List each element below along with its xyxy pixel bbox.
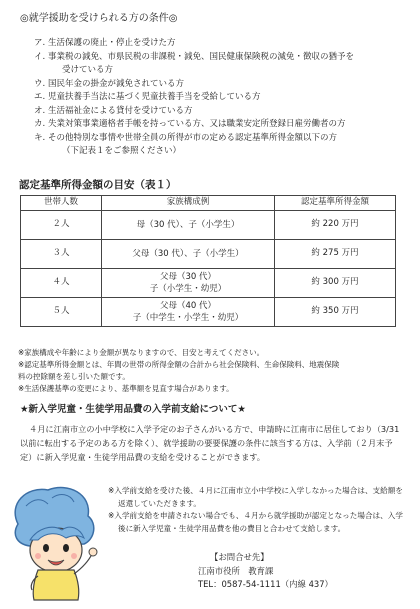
cell-income-amount: 約 275 万円 [275,240,396,269]
condition-key: キ. [34,132,46,143]
condition-text: 事業税の減免、市県民税の非課税・減免、国民健康保険税の減免・徴収の猶予を [48,51,355,62]
pre-enrollment-paragraph: ４月に江南市立の小中学校に入学予定のお子さんがいる方で、申請時に江南市に居住しており（3/31 以前に転出する予定のある方を除く）、就学援助の要要保護の条件に該当する方は、入学前（２月末予定）に新入学児童・生徒学用品費の支給を受けることができます。 [20,424,400,463]
condition-key: エ. [34,92,46,102]
cell-income-amount: 約 220 万円 [275,211,396,240]
note-line: 料の控除額を差し引いた額です。 [18,372,130,381]
condition-continuation: 受けている方 [62,65,114,75]
condition-text: 国民年金の掛金が減免されている方 [48,78,185,89]
mascot-character-icon [8,484,100,602]
header-household-size: 世帯人数 [21,196,102,211]
cell-household-size: ５人 [21,298,102,327]
condition-text: 児童扶養手当法に基づく児童扶養手当を受給している方 [48,92,261,102]
table-notes [18,347,408,395]
income-table-title: 認定基準所得金額の目安（表１） [19,179,177,191]
condition-key: イ. [34,51,46,62]
condition-key: オ. [34,105,46,116]
contact-phone: TEL：0587-54-1111（内線 437） [198,579,333,589]
pre-enrollment-heading: ★新入学児童・生徒学用品費の入学前支給について★ [20,404,246,415]
contact-organization: 江南市役所 教育課 [198,565,274,576]
cell-family-example [102,240,275,269]
cell-income-amount: 約 350 万円 [275,298,396,327]
condition-item [34,37,404,51]
cell-family-example [102,298,275,327]
condition-text: 生活福祉金による貸付を受けている方 [48,105,193,116]
condition-key: ウ. [34,78,46,89]
condition-item [34,105,404,119]
condition-item [34,51,404,78]
condition-continuation: （下記表１をご参照ください） [62,146,182,156]
condition-item [34,118,404,132]
table-row [21,269,396,298]
contact-heading: 【お問合せ先】 [210,552,269,562]
family-line: 父母（30 代） [159,272,217,282]
header-family-example: 家族構成例 [102,196,275,211]
table-header-row [21,196,396,211]
family-line: 父母（40 代） [159,301,217,311]
condition-text: その他特別な事情や世帯全員の所得が市の定める認定基準所得金額以下の方 [48,132,338,143]
note-line: ※家族構成や年齢により金額が異なりますので、目安と考えてください。 [18,348,265,357]
contact-block [198,551,333,592]
note-line: ※生活保護基準の変更により、基準額を見直す場合があります。 [18,384,234,393]
header-income-amount: 認定基準所得金額 [275,196,396,211]
conditions-heading: ◎就学援助を受けられる方の条件◎ [20,13,178,24]
family-line: 子（中学生・小学生・幼児） [132,313,244,323]
family-line: 父母（30 代）、子（小学生） [132,249,244,259]
cell-household-size: ２人 [21,211,102,240]
conditions-list [34,37,404,159]
family-line: 子（小学生・幼児） [149,284,227,294]
cell-household-size: ３人 [21,240,102,269]
income-table [20,195,396,327]
condition-item [34,91,404,105]
condition-text: 失業対策事業適格者手帳を持っている方、又は職業安定所登録日雇労働者の方 [48,119,346,129]
condition-key: ア. [34,38,46,48]
table-row [21,211,396,240]
table-row [21,240,396,269]
table-row [21,298,396,327]
family-line: 母（30 代）、子（小学生） [136,220,240,230]
note-line: ※入学前支給を申請されない場合でも、４月から就学援助が認定となった場合は、入学後に新入学児童・生徒学用品費を他の費目と合わせて支給します。 [108,511,403,533]
cell-family-example [102,211,275,240]
note-line: ※認定基準所得金額とは、年間の世帯の所得金額の合計から社会保険料、生命保険料、地震保険 [18,360,340,369]
cell-family-example [102,269,275,298]
cell-income-amount: 約 300 万円 [275,269,396,298]
condition-item [34,78,404,92]
condition-item [34,132,404,159]
condition-text: 生活保護の廃止・停止を受けた方 [48,38,176,48]
condition-key: カ. [34,119,46,129]
note-line: ※入学前支給を受けた後、４月に江南市立小中学校に入学しなかった場合は、支給額を返還していただきます。 [108,486,403,508]
cell-household-size: ４人 [21,269,102,298]
pre-enrollment-notes [108,485,408,535]
